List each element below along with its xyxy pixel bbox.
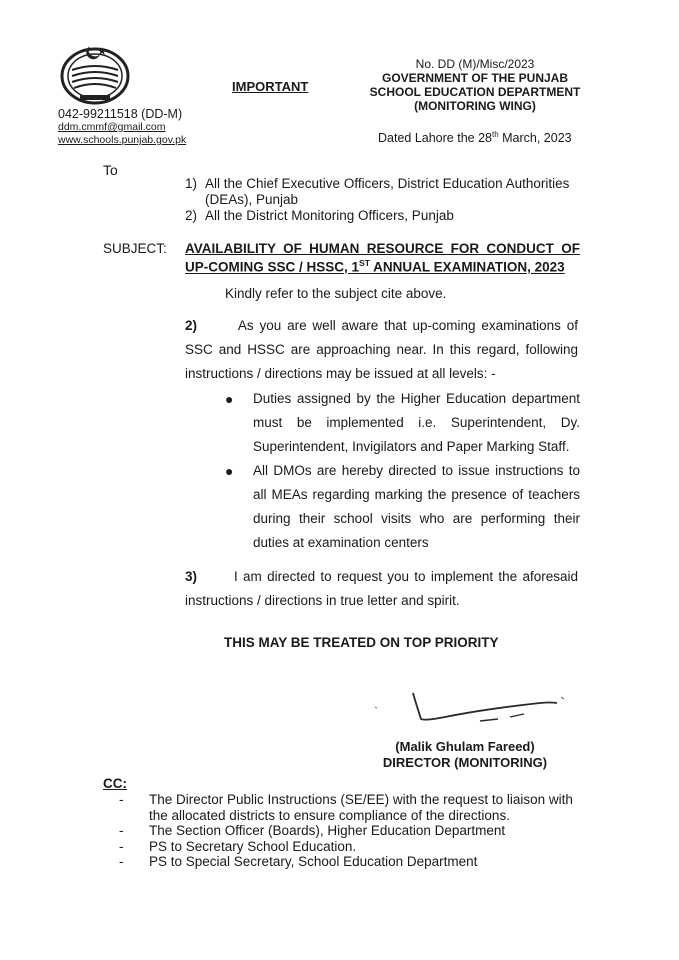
website-link[interactable]: www.schools.punjab.gov.pk [58,134,187,146]
recipient-item [185,208,585,224]
cc-text: PS to Secretary School Education. [149,838,357,854]
recipient-text: All the District Monitoring Officers, Punjab [205,208,454,223]
subject-part-b: ANNUAL EXAMINATION, 2023 [369,259,565,275]
signatory-block [370,739,560,771]
date-suffix: March, 2023 [498,131,572,146]
subject-label: SUBJECT: [103,241,167,256]
cc-text: The Section Officer (Boards), Higher Education Department [149,823,506,838]
instruction-item [225,387,580,459]
recipient-text: All the Chief Executive Officers, District Education Authorities (DEAs), Punjab [205,176,570,207]
instruction-text: All DMOs are hereby directed to issue instructions to all MEAs regarding marking the presence of teachers during their school visits who are performing their duties at examination centers [253,463,580,550]
date-ordinal: th [491,130,499,139]
dash-marker: - [119,854,124,869]
date-line [378,130,572,145]
paragraph-2-text: As you are well aware that up-coming examinations of SSC and HSSC are approaching near. In this regard, following instructions / directions may be issued at all levels: - [185,318,578,381]
instruction-text: Duties assigned by the Higher Education department must be implemented i.e. Superintendent, Dy. Superintendent, Invigilators and Paper Marking Staff. [253,391,580,454]
paragraph-3-text: I am directed to request you to implement the aforesaid instructions / directions in true letter and spirit. [185,569,578,608]
paragraph-number: 2) [185,318,198,333]
cc-item [119,854,589,870]
paragraph-1: Kindly refer to the subject cite above. [225,286,447,301]
cc-item [119,792,589,823]
cc-text: PS to Special Secretary, School Education Department [149,854,478,869]
recipient-number: 1) [185,176,198,191]
government-name: GOVERNMENT OF THE PUNJAB [381,71,568,85]
priority-notice: THIS MAY BE TREATED ON TOP PRIORITY [224,635,499,650]
paragraph-number: 3) [185,569,198,584]
bullet-icon: ● [225,391,234,407]
important-label: IMPORTANT [232,79,309,94]
wing-name: (MONITORING WING) [414,99,536,113]
signatory-name: (Malik Ghulam Fareed) [395,739,535,754]
cc-label: CC: [103,776,127,791]
paragraph-2 [185,314,578,386]
cc-item [119,823,589,839]
reference-number: No. DD (M)/Misc/2023 [415,57,535,71]
contact-block [58,108,186,147]
bullet-icon: ● [225,463,234,479]
subject-ordinal: ST [359,258,370,268]
instructions-list [225,387,580,555]
letterhead-header [340,57,610,113]
instruction-item [225,459,580,555]
cc-list [119,792,589,870]
recipients-list [185,176,585,224]
email-link[interactable]: ddm.cmmf@gmail.com [58,121,166,133]
subject-text [185,241,580,275]
dash-marker: - [119,823,124,838]
date-prefix: Dated Lahore the 28 [378,131,492,146]
recipient-item [185,176,585,208]
cc-text: The Director Public Instructions (SE/EE) with the request to liaison with the allocated districts to ensure compliance of the directions. [149,792,573,823]
dash-marker: - [119,792,124,807]
recipient-number: 2) [185,208,198,223]
dash-marker: - [119,838,124,854]
signatory-title: DIRECTOR (MONITORING) [382,755,548,770]
punjab-government-emblem-icon [60,40,130,106]
paragraph-3 [185,565,578,613]
cc-item [119,839,589,855]
to-label: To [103,162,118,178]
phone-number: 042-99211518 (DD-M) [58,107,183,121]
subject-part-a: AVAILABILITY OF HUMAN RESOURCE FOR CONDUCT OF UP-COMING SSC / HSSC, 1 [185,241,580,275]
department-name: SCHOOL EDUCATION DEPARTMENT [369,85,581,99]
handwritten-signature [365,685,570,735]
